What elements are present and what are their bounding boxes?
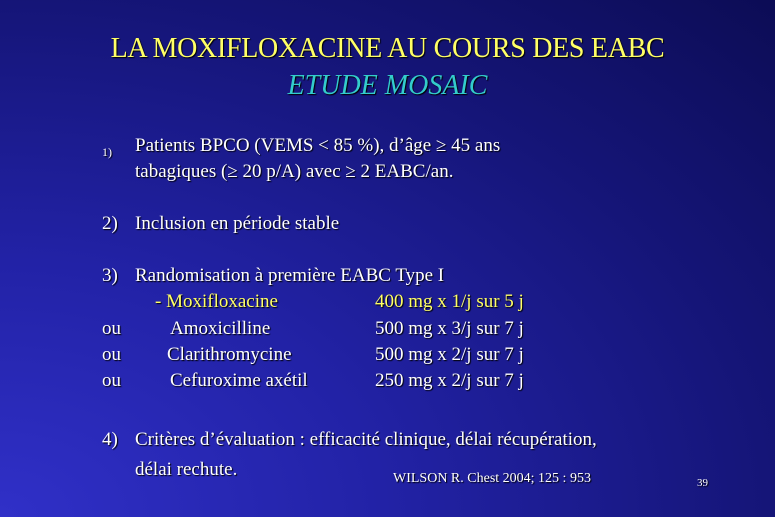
drug-name-clarithromycine: Clarithromycine <box>167 344 292 365</box>
item-3-number: 3) <box>102 265 118 286</box>
item-2-text: Inclusion en période stable <box>135 213 340 234</box>
drug-dose-moxifloxacine: 400 mg x 1/j sur 5 j <box>375 291 524 312</box>
item-4-line-2: délai rechute. <box>135 459 238 480</box>
item-4-line-1: Critères d’évaluation : efficacité clinique, délai récupération, <box>135 429 597 450</box>
drug-name-amoxicilline: Amoxicilline <box>170 318 271 339</box>
drug-prefix-amoxicilline: ou <box>102 318 121 339</box>
drug-prefix-clarithromycine: ou <box>102 344 121 365</box>
drug-name-cefuroxime: Cefuroxime axétil <box>170 370 308 391</box>
item-1-number: 1) <box>102 145 112 159</box>
drug-dose-cefuroxime: 250 mg x 2/j sur 7 j <box>375 370 524 391</box>
item-4-number: 4) <box>102 429 118 450</box>
drug-name-moxifloxacine: - Moxifloxacine <box>155 291 278 312</box>
reference-citation: WILSON R. Chest 2004; 125 : 953 <box>393 471 591 486</box>
drug-dose-amoxicilline: 500 mg x 3/j sur 7 j <box>375 318 524 339</box>
item-3-text: Randomisation à première EABC Type I <box>135 265 445 286</box>
page-number: 39 <box>697 477 708 489</box>
item-1-line-1: Patients BPCO (VEMS < 85 %), d’âge ≥ 45 ans <box>135 135 501 156</box>
drug-prefix-cefuroxime: ou <box>102 370 121 391</box>
slide-title: LA MOXIFLOXACINE AU COURS DES EABC <box>110 33 665 64</box>
item-2-number: 2) <box>102 213 118 234</box>
item-1-line-2: tabagiques (≥ 20 p/A) avec ≥ 2 EABC/an. <box>135 161 454 182</box>
slide-subtitle: ETUDE MOSAIC <box>287 70 488 101</box>
drug-dose-clarithromycine: 500 mg x 2/j sur 7 j <box>375 344 524 365</box>
